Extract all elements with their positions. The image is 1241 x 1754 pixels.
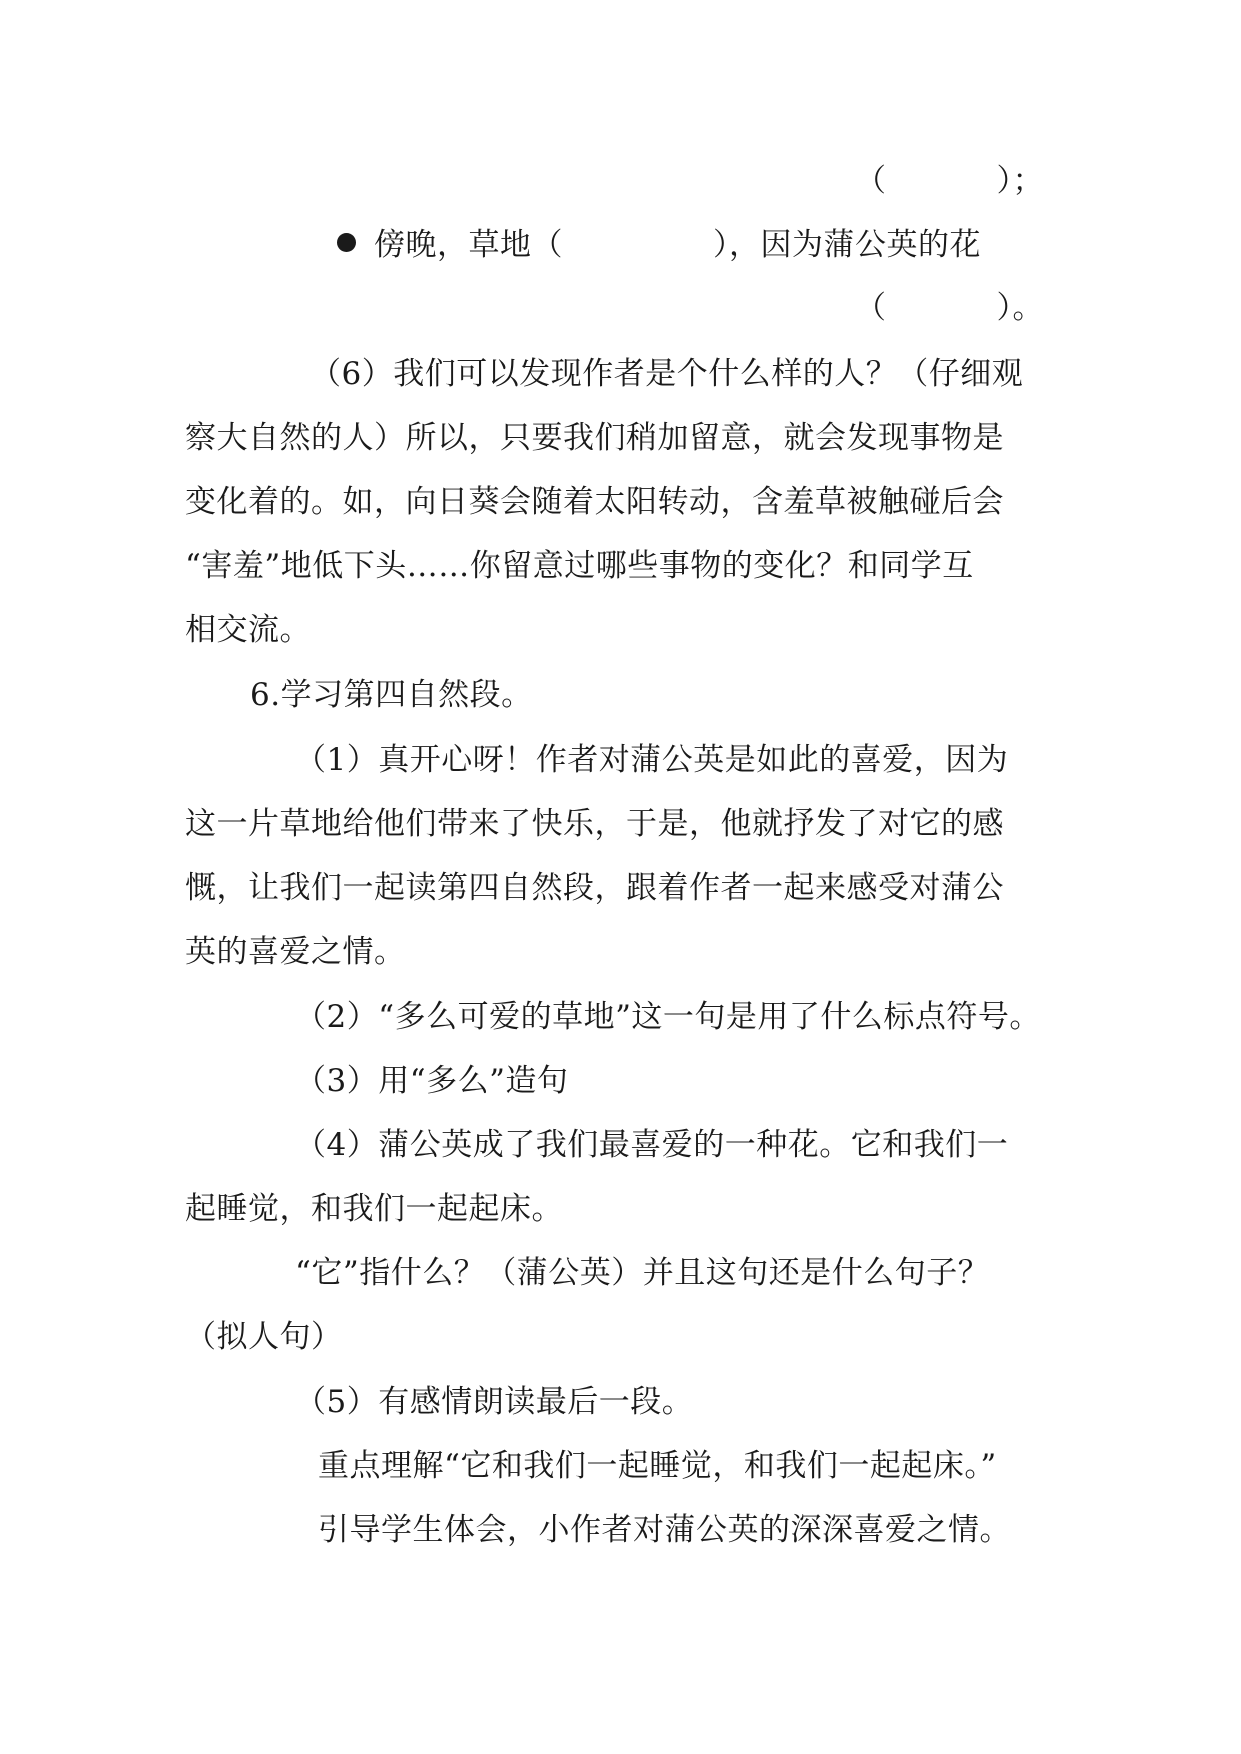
paragraph-line: 英的喜爱之情。: [185, 934, 406, 970]
paragraph-line: 变化着的。如，向日葵会随着太阳转动，含羞草被触碰后会: [185, 484, 1004, 520]
open-paren: （: [855, 163, 887, 199]
bullet-text-1: 傍晚，草地（: [374, 227, 563, 263]
paragraph-line: “它”指什么？（蒲公英）并且这句还是什么句子？: [295, 1255, 990, 1291]
paragraph-line: 相交流。: [185, 612, 311, 648]
bullet-text-2: ），因为蒲公英的花: [713, 227, 981, 263]
bullet-icon: [337, 233, 356, 252]
close-paren: ）；: [996, 163, 1044, 199]
blank-line-2: [855, 288, 1044, 328]
paragraph-line: 引导学生体会，小作者对蒲公英的深深喜爱之情。: [318, 1512, 1011, 1548]
blank-line-1: [855, 161, 1044, 201]
bullet-line: [337, 225, 981, 265]
paragraph-line: （4）蒲公英成了我们最喜爱的一种花。它和我们一: [295, 1127, 1009, 1163]
close-paren: ）。: [996, 290, 1044, 326]
open-paren: （: [855, 290, 887, 326]
paragraph-line: （2）“多么可爱的草地”这一句是用了什么标点符号。: [295, 999, 1041, 1035]
paragraph-line: 察大自然的人）所以，只要我们稍加留意，就会发现事物是: [185, 420, 1004, 456]
paragraph-line: 这一片草地给他们带来了快乐，于是，他就抒发了对它的感: [185, 806, 1004, 842]
paragraph-line: （5）有感情朗读最后一段。: [295, 1384, 694, 1420]
paragraph-line: 慨，让我们一起读第四自然段，跟着作者一起来感受对蒲公: [185, 870, 1004, 906]
section-heading: 6.学习第四自然段。: [250, 677, 533, 713]
paragraph-line: （1）真开心呀！作者对蒲公英是如此的喜爱，因为: [295, 742, 1009, 778]
paragraph-line: 重点理解“它和我们一起睡觉，和我们一起起床。”: [318, 1448, 997, 1484]
paragraph-line: （拟人句）: [185, 1319, 343, 1355]
paragraph-line: “害羞”地低下头……你留意过哪些事物的变化？和同学互: [185, 548, 974, 584]
paragraph-line: 起睡觉，和我们一起起床。: [185, 1191, 563, 1227]
paragraph-line: （6）我们可以发现作者是个什么样的人？（仔细观: [310, 356, 1024, 392]
paragraph-line: （3）用“多么”造句: [295, 1063, 569, 1099]
